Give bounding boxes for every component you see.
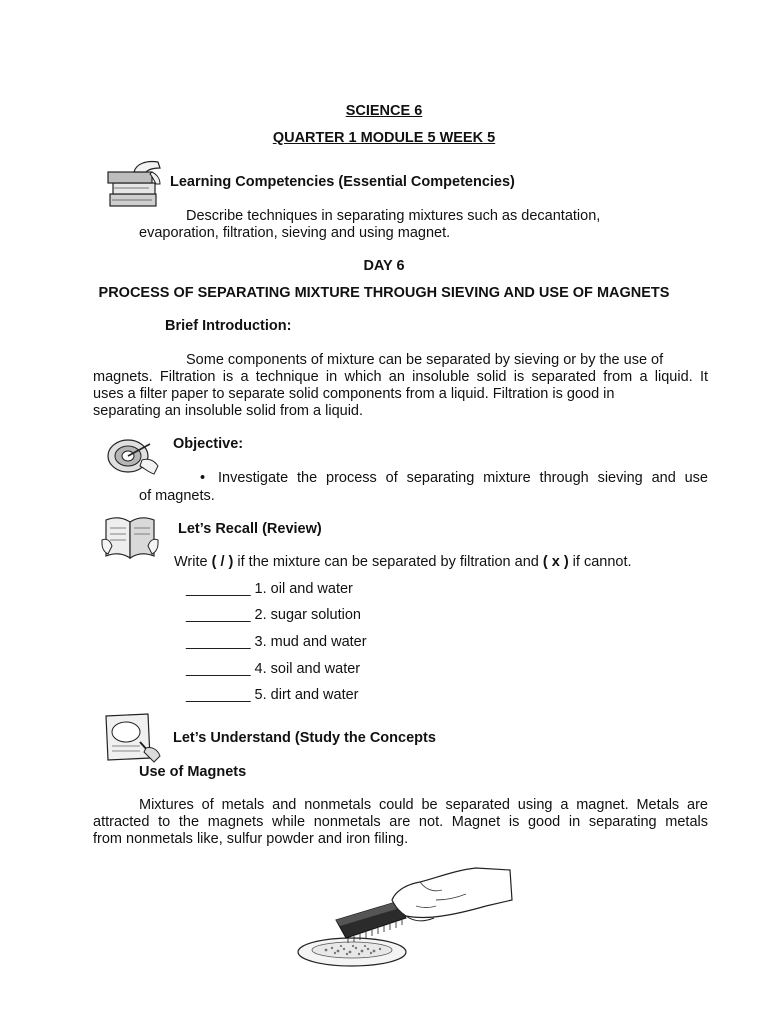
intro-heading: Brief Introduction: xyxy=(165,318,292,334)
intro-line-4: separating an insoluble solid from a liquid. xyxy=(93,403,364,419)
intro-line-3: uses a filter paper to separate solid components from a liquid. Filtration is good in xyxy=(93,386,615,402)
objective-heading: Objective: xyxy=(173,436,244,452)
subject-title: SCIENCE 6 xyxy=(345,103,423,119)
hand-magnet-illustration xyxy=(296,860,516,974)
recall-item-2: ________ 2. sugar solution xyxy=(186,607,361,623)
recall-instruction: Write ( / ) if the mixture can be separated by filtration and ( x ) if cannot. xyxy=(174,554,632,570)
recall-heading: Let’s Recall (Review) xyxy=(178,521,322,537)
recall-item-5: ________ 5. dirt and water xyxy=(186,687,359,703)
intro-line-1: Some components of mixture can be separated by sieving or by the use of xyxy=(186,352,664,368)
competencies-line-2: evaporation, filtration, sieving and using magnet. xyxy=(139,225,451,241)
understand-line-2: attracted to the magnets while nonmetals are not. Magnet is good in separating metals xyxy=(93,814,708,830)
recall-item-3: ________ 3. mud and water xyxy=(186,634,367,650)
understand-line-1: Mixtures of metals and nonmetals could be separated using a magnet. Metals are xyxy=(139,797,708,813)
competencies-line-1: Describe techniques in separating mixtures such as decantation, xyxy=(186,208,601,224)
objective-line-1: Investigate the process of separating mixture through sieving and use xyxy=(218,470,708,486)
module-title: QUARTER 1 MODULE 5 WEEK 5 xyxy=(272,130,496,146)
understand-subheading: Use of Magnets xyxy=(139,764,247,780)
day-title: PROCESS OF SEPARATING MIXTURE THROUGH SIEVING AND USE OF MAGNETS xyxy=(98,285,670,301)
day-label: DAY 6 xyxy=(363,258,405,274)
target-icon xyxy=(104,434,164,480)
understand-heading: Let’s Understand (Study the Concepts xyxy=(173,730,436,746)
recall-item-1: ________ 1. oil and water xyxy=(186,581,353,597)
objective-bullet: • xyxy=(200,470,206,486)
objective-line-2: of magnets. xyxy=(139,488,215,504)
open-book-icon xyxy=(100,510,160,562)
abc-paper-icon xyxy=(100,712,162,764)
intro-line-2: magnets. Filtration is a technique in which an insoluble solid is separated from a liquid. It xyxy=(93,369,708,385)
competencies-heading: Learning Competencies (Essential Competencies) xyxy=(170,174,515,190)
understand-line-3: from nonmetals like, sulfur powder and iron filing. xyxy=(93,831,409,847)
recall-item-4: ________ 4. soil and water xyxy=(186,661,361,677)
books-icon xyxy=(104,158,164,210)
